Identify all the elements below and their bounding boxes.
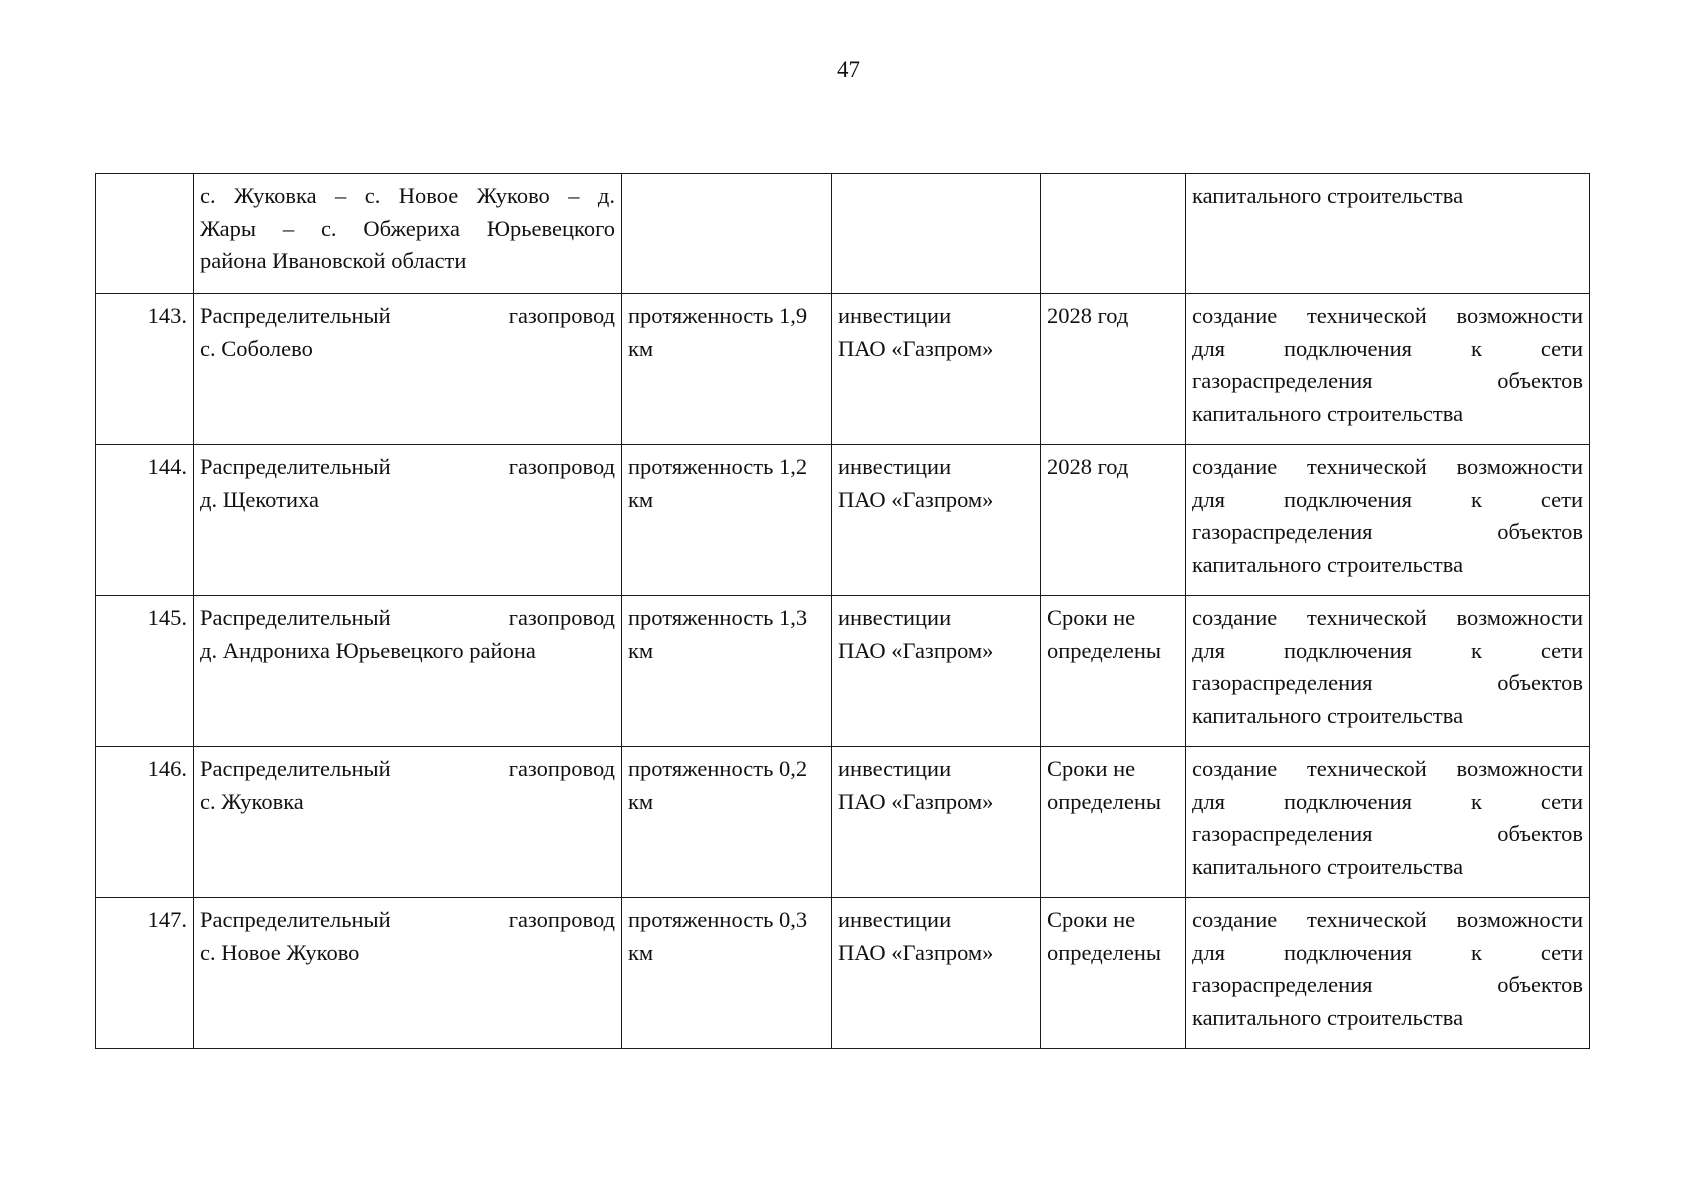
purpose-line: капитального строительства	[1192, 853, 1464, 879]
source-line: инвестиции	[838, 907, 952, 932]
term-cell	[1041, 596, 1186, 747]
source-cell	[832, 174, 1041, 294]
purpose-cell	[1186, 596, 1590, 747]
purpose-line: создание технической возможности	[1192, 756, 1583, 781]
purpose-line: для подключения к сети	[1192, 637, 1583, 663]
purpose-line: газораспределения объектов	[1192, 972, 1583, 997]
purpose-line: создание технической возможности	[1192, 303, 1583, 328]
source-line: ПАО «Газпром»	[838, 335, 994, 361]
name-line: Распределительный газопровод	[200, 907, 615, 932]
length-line: км	[628, 788, 654, 814]
source-line: инвестиции	[838, 303, 952, 328]
length-cell	[622, 898, 832, 1049]
length-line: протяженность 0,3	[628, 907, 808, 932]
purpose-line: капитального строительства	[1192, 551, 1464, 577]
term-line: 2028 год	[1047, 454, 1129, 479]
length-line: протяженность 1,2	[628, 454, 808, 479]
row-number: 144.	[96, 445, 194, 596]
num-cell	[96, 174, 194, 294]
name-cell	[194, 174, 622, 294]
purpose-cell	[1186, 294, 1590, 445]
term-line: Сроки не	[1047, 605, 1136, 630]
name-line: д. Щекотиха	[200, 486, 319, 512]
name-line: с. Новое Жуково	[200, 939, 360, 965]
purpose-line: газораспределения объектов	[1192, 670, 1583, 695]
purpose-line: газораспределения объектов	[1192, 519, 1583, 544]
purpose-line: газораспределения объектов	[1192, 821, 1583, 846]
source-line: инвестиции	[838, 454, 952, 479]
purpose-line: газораспределения объектов	[1192, 368, 1583, 393]
term-cell	[1041, 174, 1186, 294]
source-line: ПАО «Газпром»	[838, 788, 994, 814]
name-line: с. Жуковка – с. Новое Жуково – д.	[200, 183, 615, 208]
term-line: Сроки не	[1047, 756, 1136, 781]
name-cell	[194, 747, 622, 898]
term-cell	[1041, 747, 1186, 898]
term-line: Сроки не	[1047, 907, 1136, 932]
purpose-line: капитального строительства	[1192, 400, 1464, 426]
purpose-line: для подключения к сети	[1192, 788, 1583, 814]
length-line: км	[628, 939, 654, 965]
source-line: ПАО «Газпром»	[838, 939, 994, 965]
table-row	[96, 596, 1590, 747]
purpose-line: для подключения к сети	[1192, 939, 1583, 965]
name-line: с. Соболево	[200, 335, 313, 361]
name-line: Распределительный газопровод	[200, 303, 615, 328]
source-line: ПАО «Газпром»	[838, 486, 994, 512]
length-cell	[622, 445, 832, 596]
name-line: Распределительный газопровод	[200, 605, 615, 630]
name-line: Жары – с. Обжериха Юрьевецкого	[200, 215, 615, 241]
length-line: протяженность 1,9	[628, 303, 808, 328]
table-row	[96, 898, 1590, 1049]
term-line: 2028 год	[1047, 303, 1129, 328]
source-line: инвестиции	[838, 756, 952, 781]
objects-table	[95, 173, 1590, 1049]
purpose-line: для подключения к сети	[1192, 335, 1583, 361]
table-row	[96, 445, 1590, 596]
name-cell	[194, 445, 622, 596]
name-line: д. Андрониха Юрьевецкого района	[200, 637, 536, 663]
name-line: района Ивановской области	[200, 248, 467, 273]
purpose-cell	[1186, 445, 1590, 596]
source-cell	[832, 445, 1041, 596]
name-cell	[194, 294, 622, 445]
source-line: ПАО «Газпром»	[838, 637, 994, 663]
purpose-line: создание технической возможности	[1192, 605, 1583, 630]
source-cell	[832, 747, 1041, 898]
length-cell	[622, 294, 832, 445]
purpose-line: создание технической возможности	[1192, 454, 1583, 479]
length-line: км	[628, 486, 654, 512]
name-cell	[194, 898, 622, 1049]
length-line: протяженность 1,3	[628, 605, 808, 630]
table-row	[96, 747, 1590, 898]
table-row-continuation	[96, 174, 1590, 294]
purpose-cell	[1186, 898, 1590, 1049]
purpose-line: для подключения к сети	[1192, 486, 1583, 512]
length-line: км	[628, 335, 654, 361]
name-line: с. Жуковка	[200, 788, 304, 814]
term-line: определены	[1047, 637, 1162, 663]
length-cell	[622, 596, 832, 747]
name-line: Распределительный газопровод	[200, 454, 615, 479]
term-cell	[1041, 445, 1186, 596]
term-cell	[1041, 898, 1186, 1049]
page-number: 47	[837, 57, 860, 82]
source-cell	[832, 596, 1041, 747]
term-cell	[1041, 294, 1186, 445]
length-cell	[622, 174, 832, 294]
row-number: 146.	[96, 747, 194, 898]
row-number: 145.	[96, 596, 194, 747]
name-cell	[194, 596, 622, 747]
term-line: определены	[1047, 939, 1162, 965]
purpose-line: капитального строительства	[1192, 702, 1464, 728]
length-line: км	[628, 637, 654, 663]
purpose-line: капитального строительства	[1192, 183, 1464, 208]
row-number: 143.	[96, 294, 194, 445]
length-cell	[622, 747, 832, 898]
row-number: 147.	[96, 898, 194, 1049]
table-row	[96, 294, 1590, 445]
purpose-cell	[1186, 174, 1590, 294]
purpose-line: создание технической возможности	[1192, 907, 1583, 932]
length-line: протяженность 0,2	[628, 756, 808, 781]
purpose-line: капитального строительства	[1192, 1004, 1464, 1030]
source-line: инвестиции	[838, 605, 952, 630]
name-line: Распределительный газопровод	[200, 756, 615, 781]
purpose-cell	[1186, 747, 1590, 898]
source-cell	[832, 294, 1041, 445]
term-line: определены	[1047, 788, 1162, 814]
source-cell	[832, 898, 1041, 1049]
